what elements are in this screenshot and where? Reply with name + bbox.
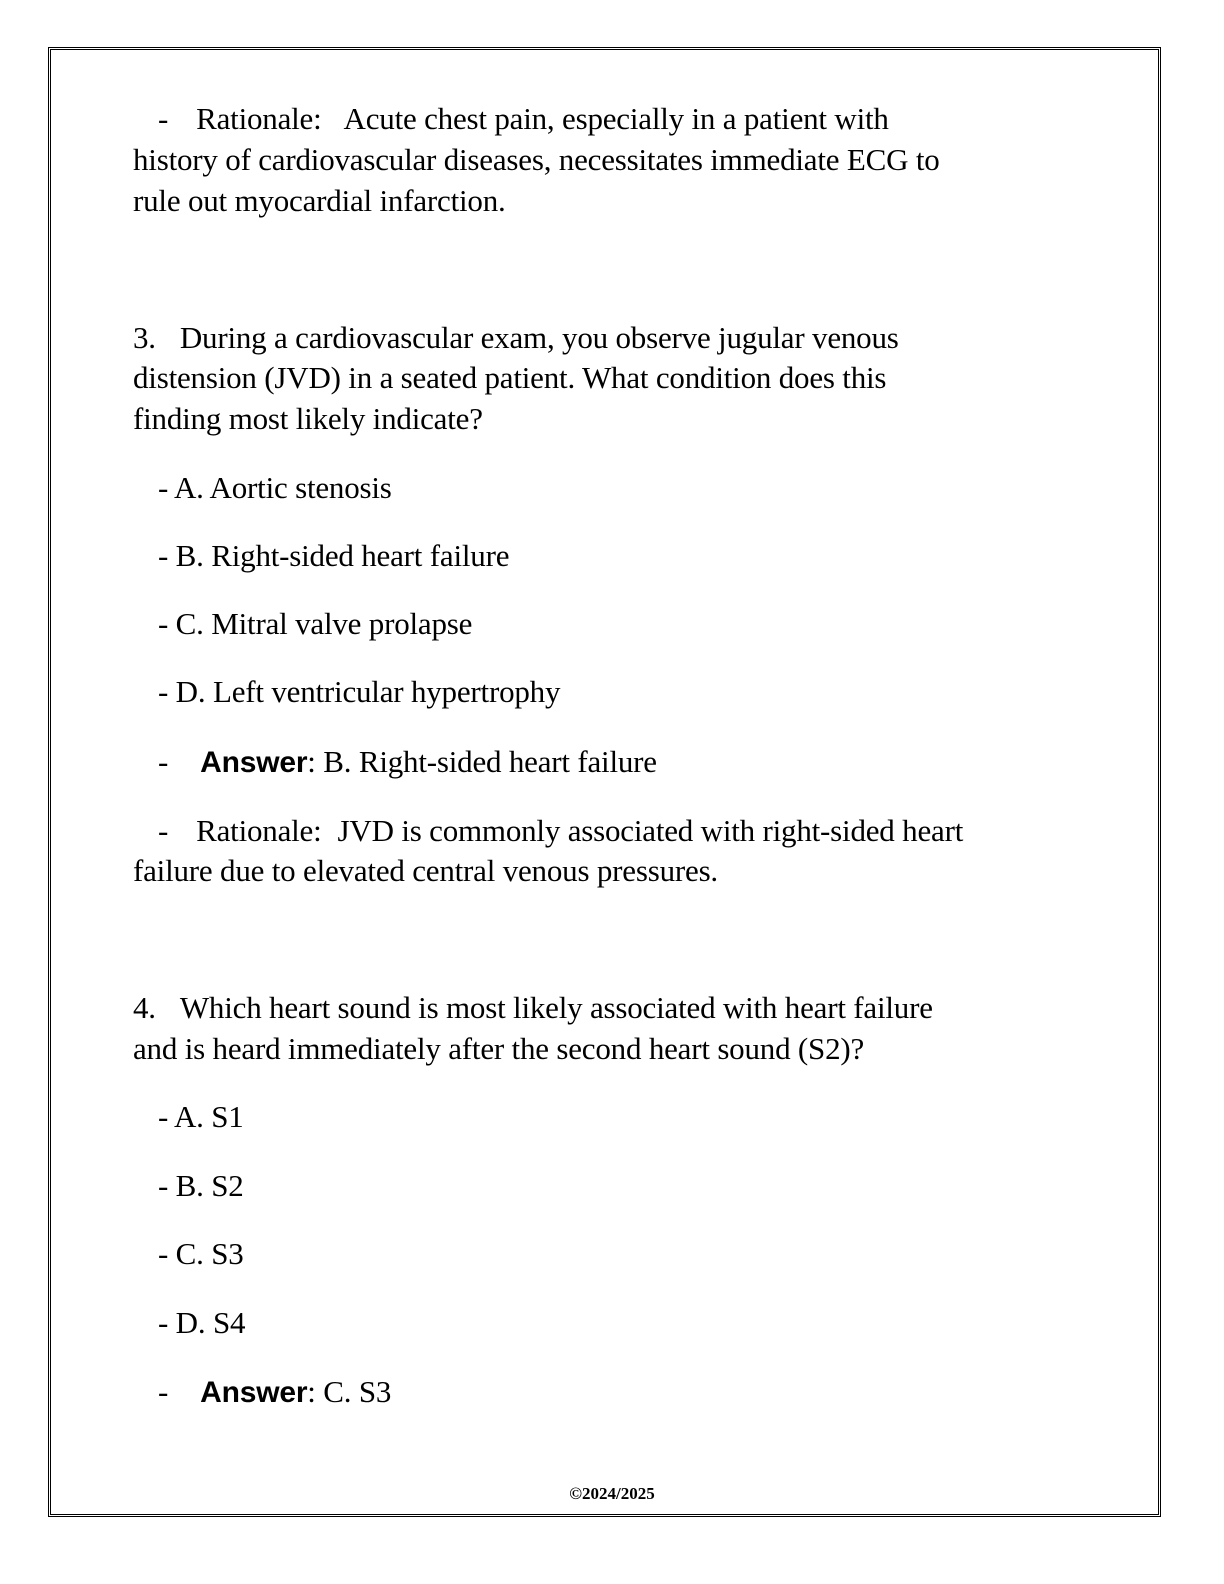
- question-3-number: 3.: [133, 320, 156, 355]
- rationale-line-2: history of cardiovascular diseases, necessitates immediate ECG to: [133, 142, 940, 177]
- question-4-option-d: - D. S4: [158, 1305, 246, 1340]
- question-3-option-d: - D. Left ventricular hypertrophy: [158, 674, 561, 709]
- question-4-option-b: - B. S2: [158, 1168, 244, 1203]
- footer-copyright: ©2024/2025: [569, 1484, 655, 1503]
- question-4-option-a: - A. S1: [158, 1099, 244, 1134]
- question-3-option-b: - B. Right-sided heart failure: [158, 538, 510, 573]
- question-4-answer: [158, 1371, 391, 1413]
- rationale-line-3: rule out myocardial infarction.: [133, 183, 506, 218]
- rationale-line-1: [158, 98, 889, 139]
- question-3-option-a: - A. Aortic stenosis: [158, 470, 392, 505]
- question-3-line-1: [133, 317, 899, 358]
- answer-label: Answer: [200, 746, 308, 779]
- question-3-line-2: distension (JVD) in a seated patient. What condition does this: [133, 360, 887, 395]
- question-3-answer: [158, 741, 657, 783]
- rationale-label: Rationale:: [196, 813, 322, 848]
- question-4-option-c: - C. S3: [158, 1236, 244, 1271]
- answer-dash: -: [158, 1374, 169, 1409]
- rationale-dash: -: [158, 101, 169, 136]
- question-4-text: Which heart sound is most likely associated with heart failure: [179, 990, 933, 1025]
- answer-dash: -: [158, 744, 169, 779]
- question-4-number: 4.: [133, 990, 156, 1025]
- question-3-text: During a cardiovascular exam, you observe jugular venous: [179, 320, 899, 355]
- answer-text: : B. Right-sided heart failure: [307, 744, 657, 779]
- question-4-line-1: [133, 987, 933, 1028]
- question-3-rationale-line-2: failure due to elevated central venous pressures.: [133, 853, 718, 888]
- rationale-text: Acute chest pain, especially in a patient with: [343, 101, 889, 136]
- answer-text: : C. S3: [307, 1374, 392, 1409]
- rationale-label: Rationale:: [196, 101, 322, 136]
- question-3-option-c: - C. Mitral valve prolapse: [158, 606, 473, 641]
- question-3-line-3: finding most likely indicate?: [133, 401, 483, 436]
- question-4-line-2: and is heard immediately after the second heart sound (S2)?: [133, 1031, 865, 1066]
- question-3-rationale-line-1: [158, 810, 963, 851]
- rationale-text: JVD is commonly associated with right-sided heart: [337, 813, 964, 848]
- answer-label: Answer: [200, 1376, 308, 1409]
- rationale-dash: -: [158, 813, 169, 848]
